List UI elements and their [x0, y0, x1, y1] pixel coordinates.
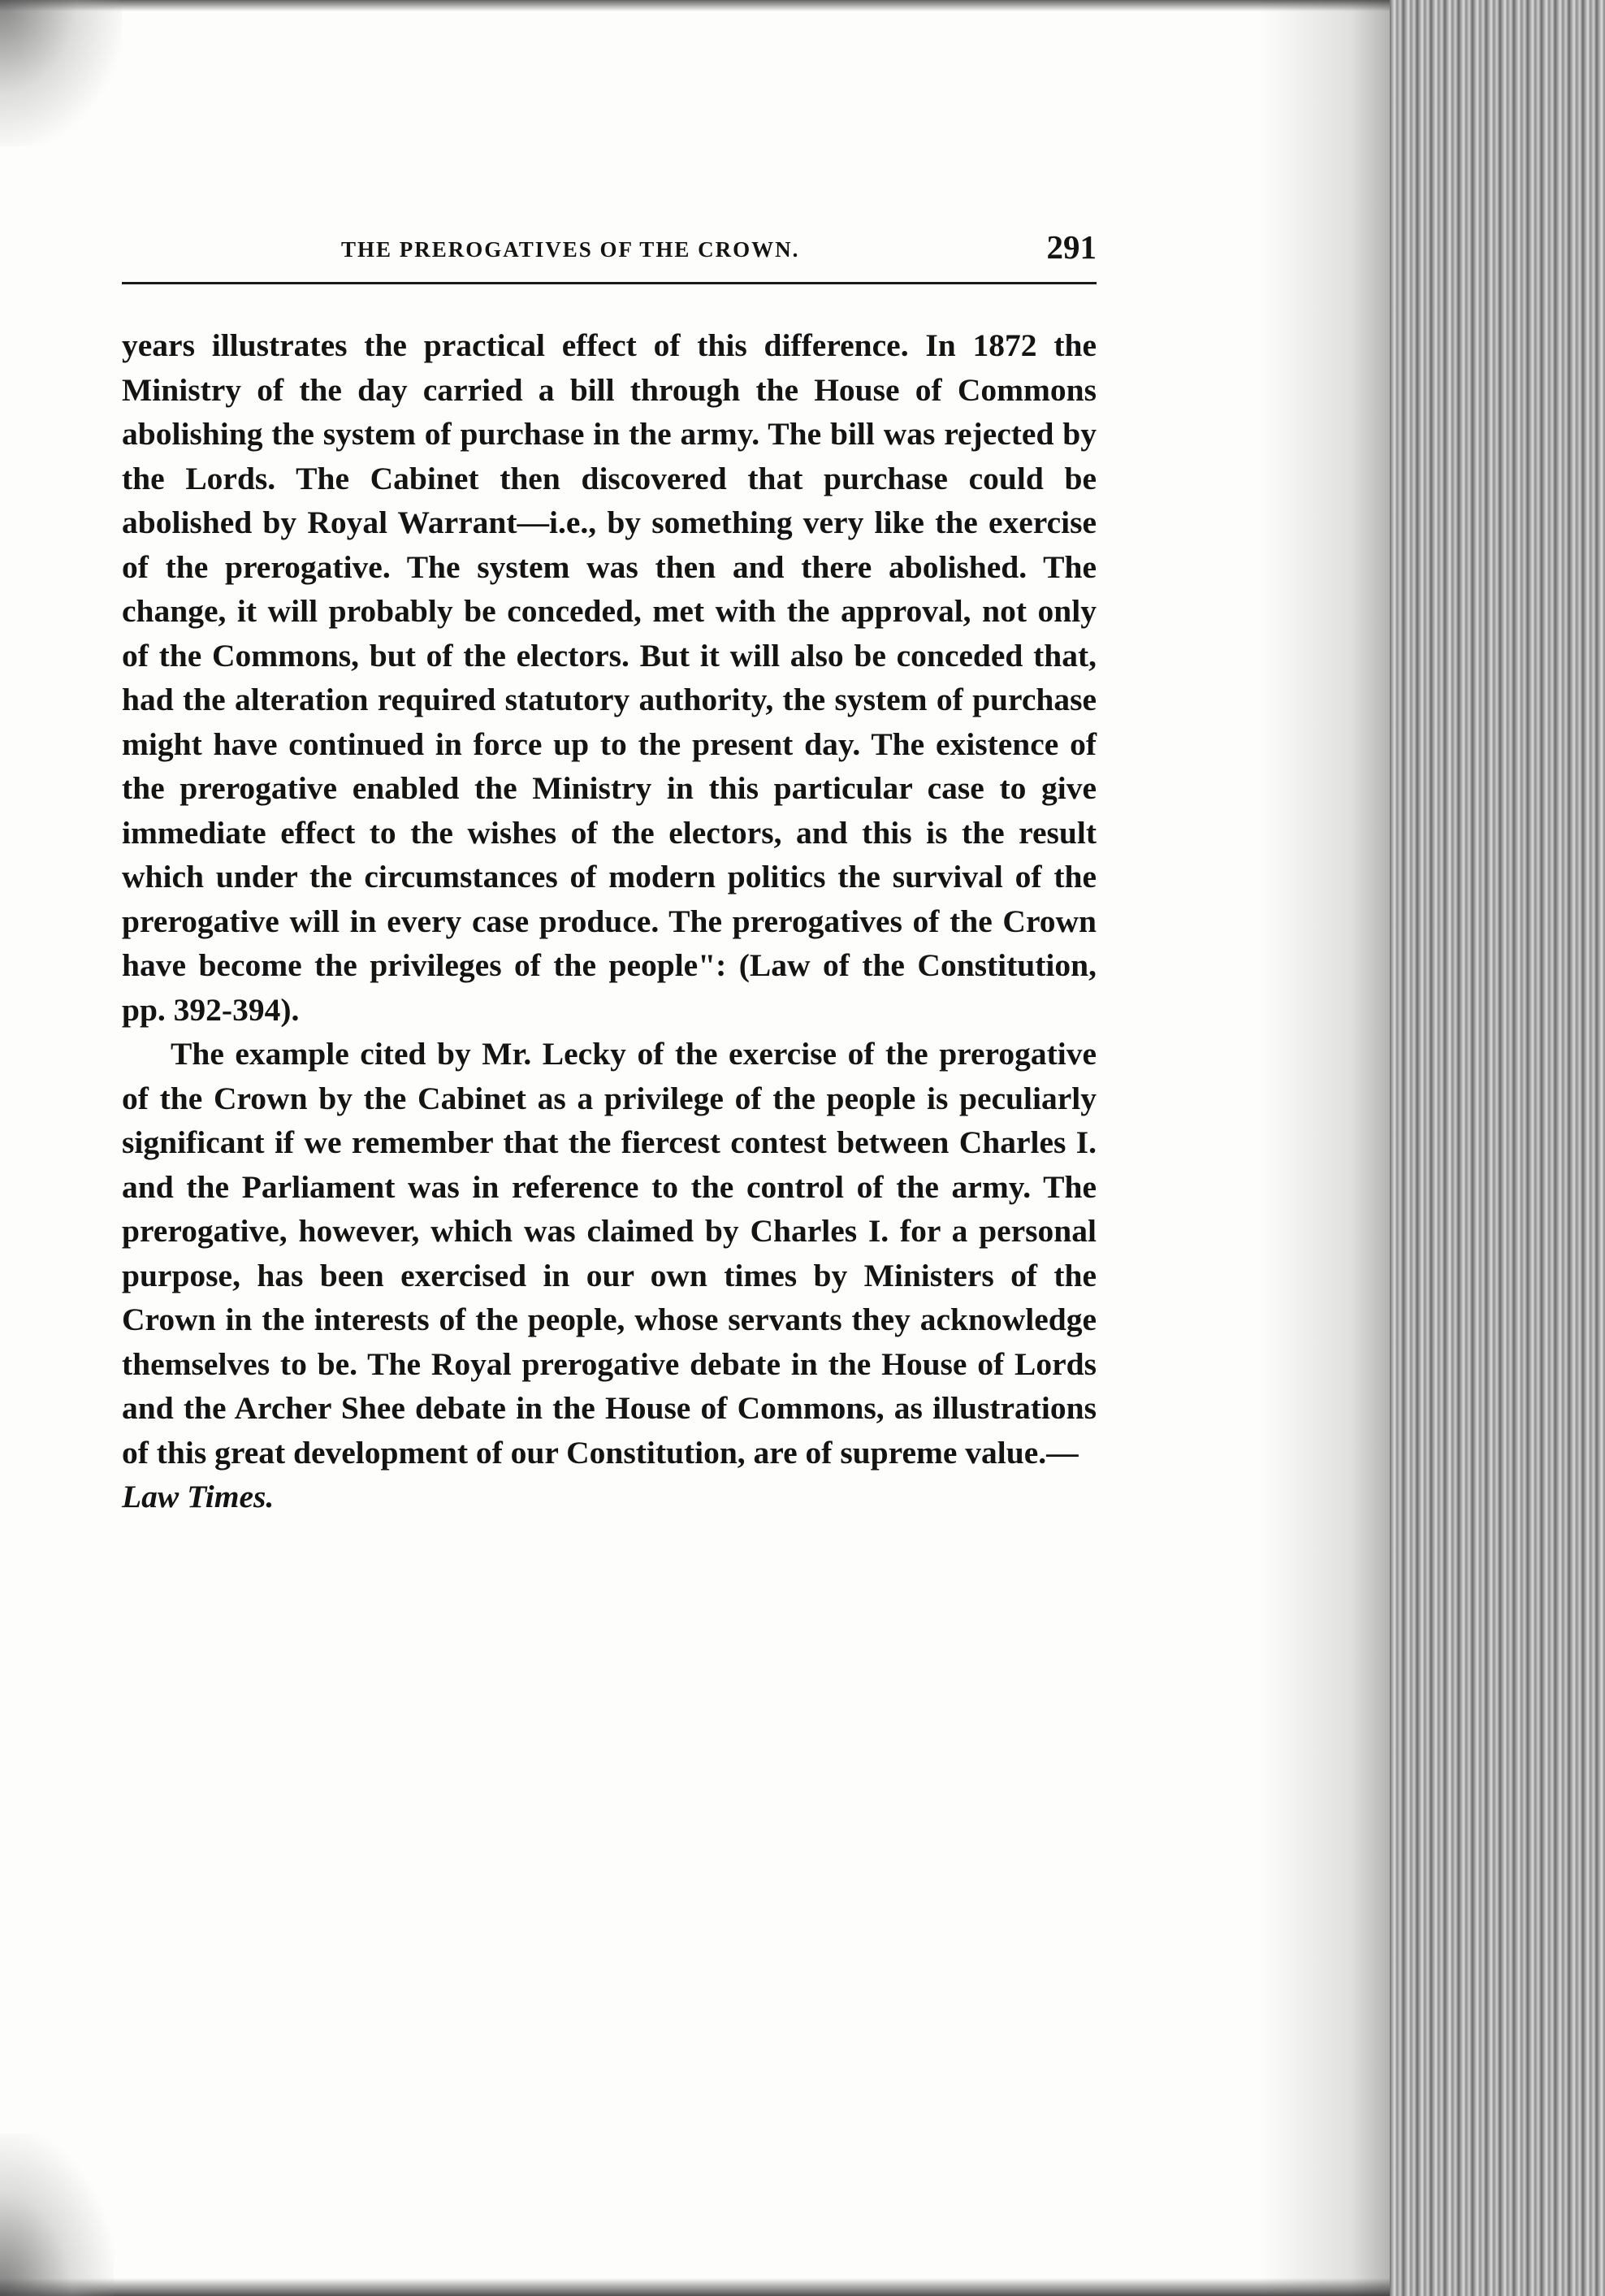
paragraph-continued: years illustrates the practical effect of this difference. In 1872 the Ministry of the day carried a bill through the House of Commons abolishing the system of purchase in the army. The bill was rejected by the Lords. The Cabinet then discovered that purchase could be abolished by Royal Warrant—i.e., by something very like the exercise of the prerogative. The system was then and there abolished. The change, it will probably be conceded, met with the approval, not only of the Commons, but of the electors. But it will also be conceded that, had the alteration required statutory authority, the system of purchase might have continued in force up to the present day. The existence of the prerogative enabled the Ministry in this particular case to give immediate effect to the wishes of the electors, and this is the result which under the circumstances of modern politics the survival of the prerogative will in every case produce. The prerogatives of the Crown have become the privileges of the people": (Law of the Constitution, pp. 392-394). [122, 327, 1097, 1028]
header-rule [122, 282, 1097, 284]
page-corner-shadow-top [0, 0, 122, 146]
running-head [122, 226, 1097, 275]
page-corner-shadow-bottom [0, 2134, 114, 2296]
source-attribution: Law Times. [122, 1479, 275, 1514]
book-spine-edge [1390, 0, 1605, 2296]
body-text [122, 323, 1097, 1519]
paragraph-lecky [122, 1032, 1097, 1519]
paragraph-text: The example cited by Mr. Lecky of the exercise of the prerogative of the Crown by the Cabinet as a privilege of the people is peculiarly significant if we remember that the fiercest contest between Charles I. and the Parliament was in reference to the control of the army. The prerogative, however, which was claimed by Charles I. for a personal purpose, has been exercised in our own times by Ministers of the Crown in the interests of the people, whose servants they acknowledge themselves to be. The Royal prerogative debate in the House of Lords and the Archer Shee debate in the House of Commons, as illustrations of this great development of our Constitution, are of supreme value.— [122, 1036, 1097, 1471]
page-number: 291 [1046, 228, 1097, 266]
page-top-edge [0, 0, 1390, 11]
page-bottom-edge [0, 2278, 1390, 2296]
page-edge-shadow [1260, 0, 1390, 2296]
running-title: THE PREROGATIVES OF THE CROWN. [341, 237, 800, 262]
